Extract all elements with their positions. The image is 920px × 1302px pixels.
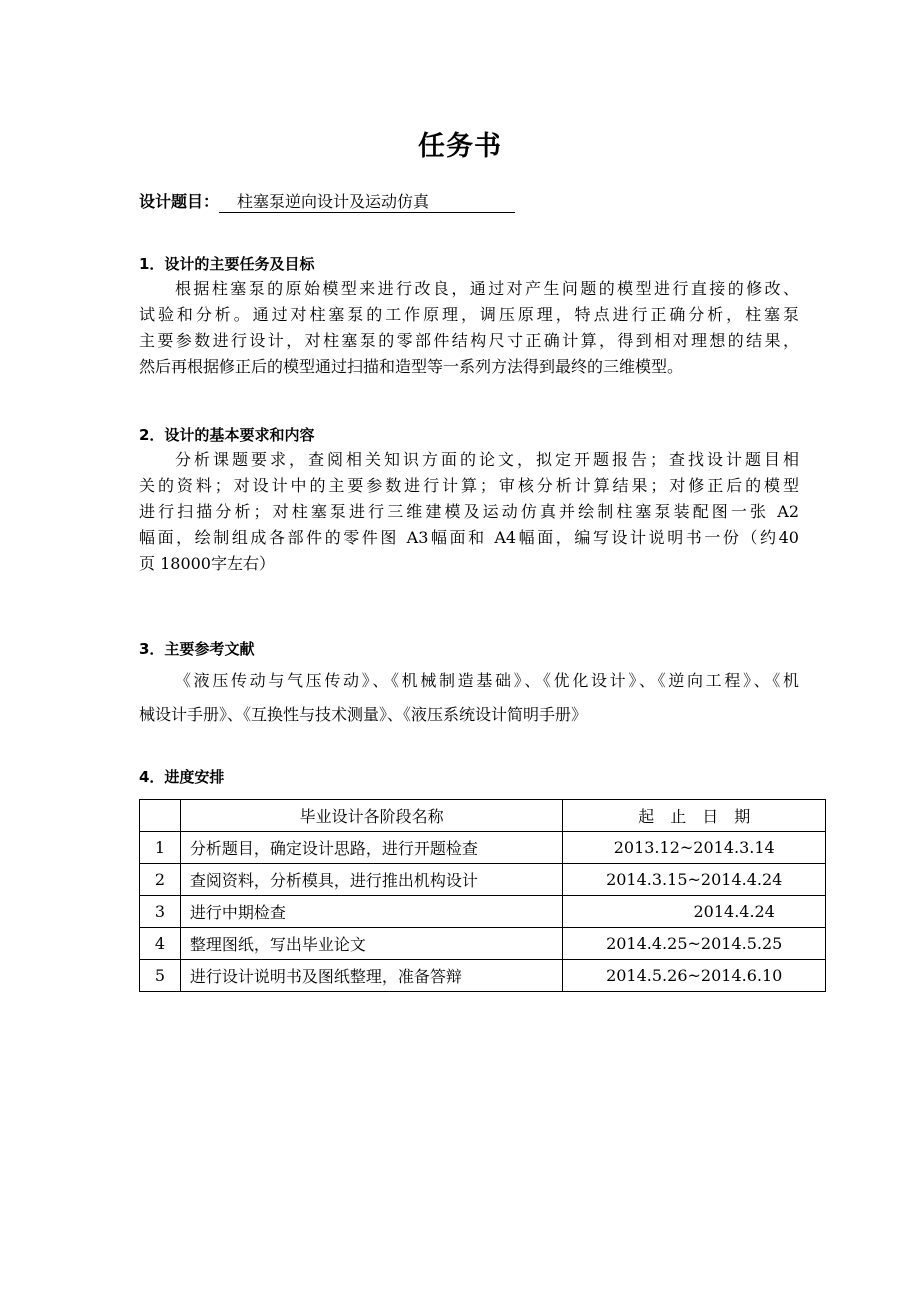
reference-line: 《液压传动与气压传动》、《机械制造基础》、《优化设计》、《逆向工程》、《机 [175,671,799,690]
stage-dates: 2014.4.25~2014.5.25 [563,928,826,960]
references-body [139,664,799,732]
section1-heading: 1．设计的主要任务及目标 [139,255,315,273]
stage-name: 进行中期检查 [180,896,563,928]
row-number: 2 [140,864,181,896]
section2-line: 页 18000字左右） [139,554,275,573]
table-header-cell: 起 止 日 期 [563,800,826,832]
section1-line: 然后再根据修正后的模型通过扫描和造型等一系列方法得到最终的三维模型。 [139,357,684,376]
stage-name: 整理图纸，写出毕业论文 [180,928,563,960]
stage-dates: 2014.4.24 [563,896,826,928]
table-row [140,864,826,896]
stage-name: 查阅资料，分析模具，进行推出机构设计 [180,864,563,896]
row-number: 1 [140,832,181,864]
section1-line: 根据柱塞泵的原始模型来进行改良，通过对产生问题的模型进行直接的修改、 [175,279,799,298]
table-header-cell [140,800,181,832]
section2-line: 进行扫描分析；对柱塞泵进行三维建模及运动仿真并绘制柱塞泵装配图一张 A2 [139,502,799,521]
stage-dates: 2014.3.15~2014.4.24 [563,864,826,896]
section1-body [139,276,799,380]
stage-name: 进行设计说明书及图纸整理，准备答辩 [180,960,563,992]
section2-line: 分析课题要求，查阅相关知识方面的论文，拟定开题报告；查找设计题目相 [175,450,799,469]
table-row [140,960,826,992]
section1-line: 主要参数进行设计，对柱塞泵的零部件结构尺寸正确计算，得到相对理想的结果， [139,331,799,350]
table-row [140,928,826,960]
stage-dates: 2014.5.26~2014.6.10 [563,960,826,992]
section4-heading: 4．进度安排 [139,768,225,786]
design-topic-label: 设计题目： [139,192,220,211]
section2-line: 关的资料；对设计中的主要参数进行计算；审核分析计算结果；对修正后的模型 [139,476,799,495]
row-number: 3 [140,896,181,928]
table-header-row [140,800,826,832]
section3-heading: 3．主要参考文献 [139,640,255,658]
stage-name: 分析题目，确定设计思路，进行开题检查 [180,832,563,864]
row-number: 4 [140,928,181,960]
section2-heading: 2．设计的基本要求和内容 [139,426,315,444]
section2-line: 幅面，绘制组成各部件的零件图 A3幅面和 A4幅面，编写设计说明书一份（约40 [139,528,799,547]
row-number: 5 [140,960,181,992]
page-title: 任务书 [418,131,502,162]
table-row [140,832,826,864]
design-topic-value: 柱塞泵逆向设计及运动仿真 [219,192,515,213]
section1-line: 试验和分析。通过对柱塞泵的工作原理，调压原理，特点进行正确分析，柱塞泵 [139,305,799,324]
design-topic [139,189,515,213]
table-header-cell: 毕业设计各阶段名称 [180,800,563,832]
section2-body [139,447,799,577]
reference-line: 械设计手册》、《互换性与技术测量》、《液压系统设计简明手册》 [139,705,588,724]
schedule-table [139,799,826,992]
stage-dates: 2013.12~2014.3.14 [563,832,826,864]
table-row [140,896,826,928]
